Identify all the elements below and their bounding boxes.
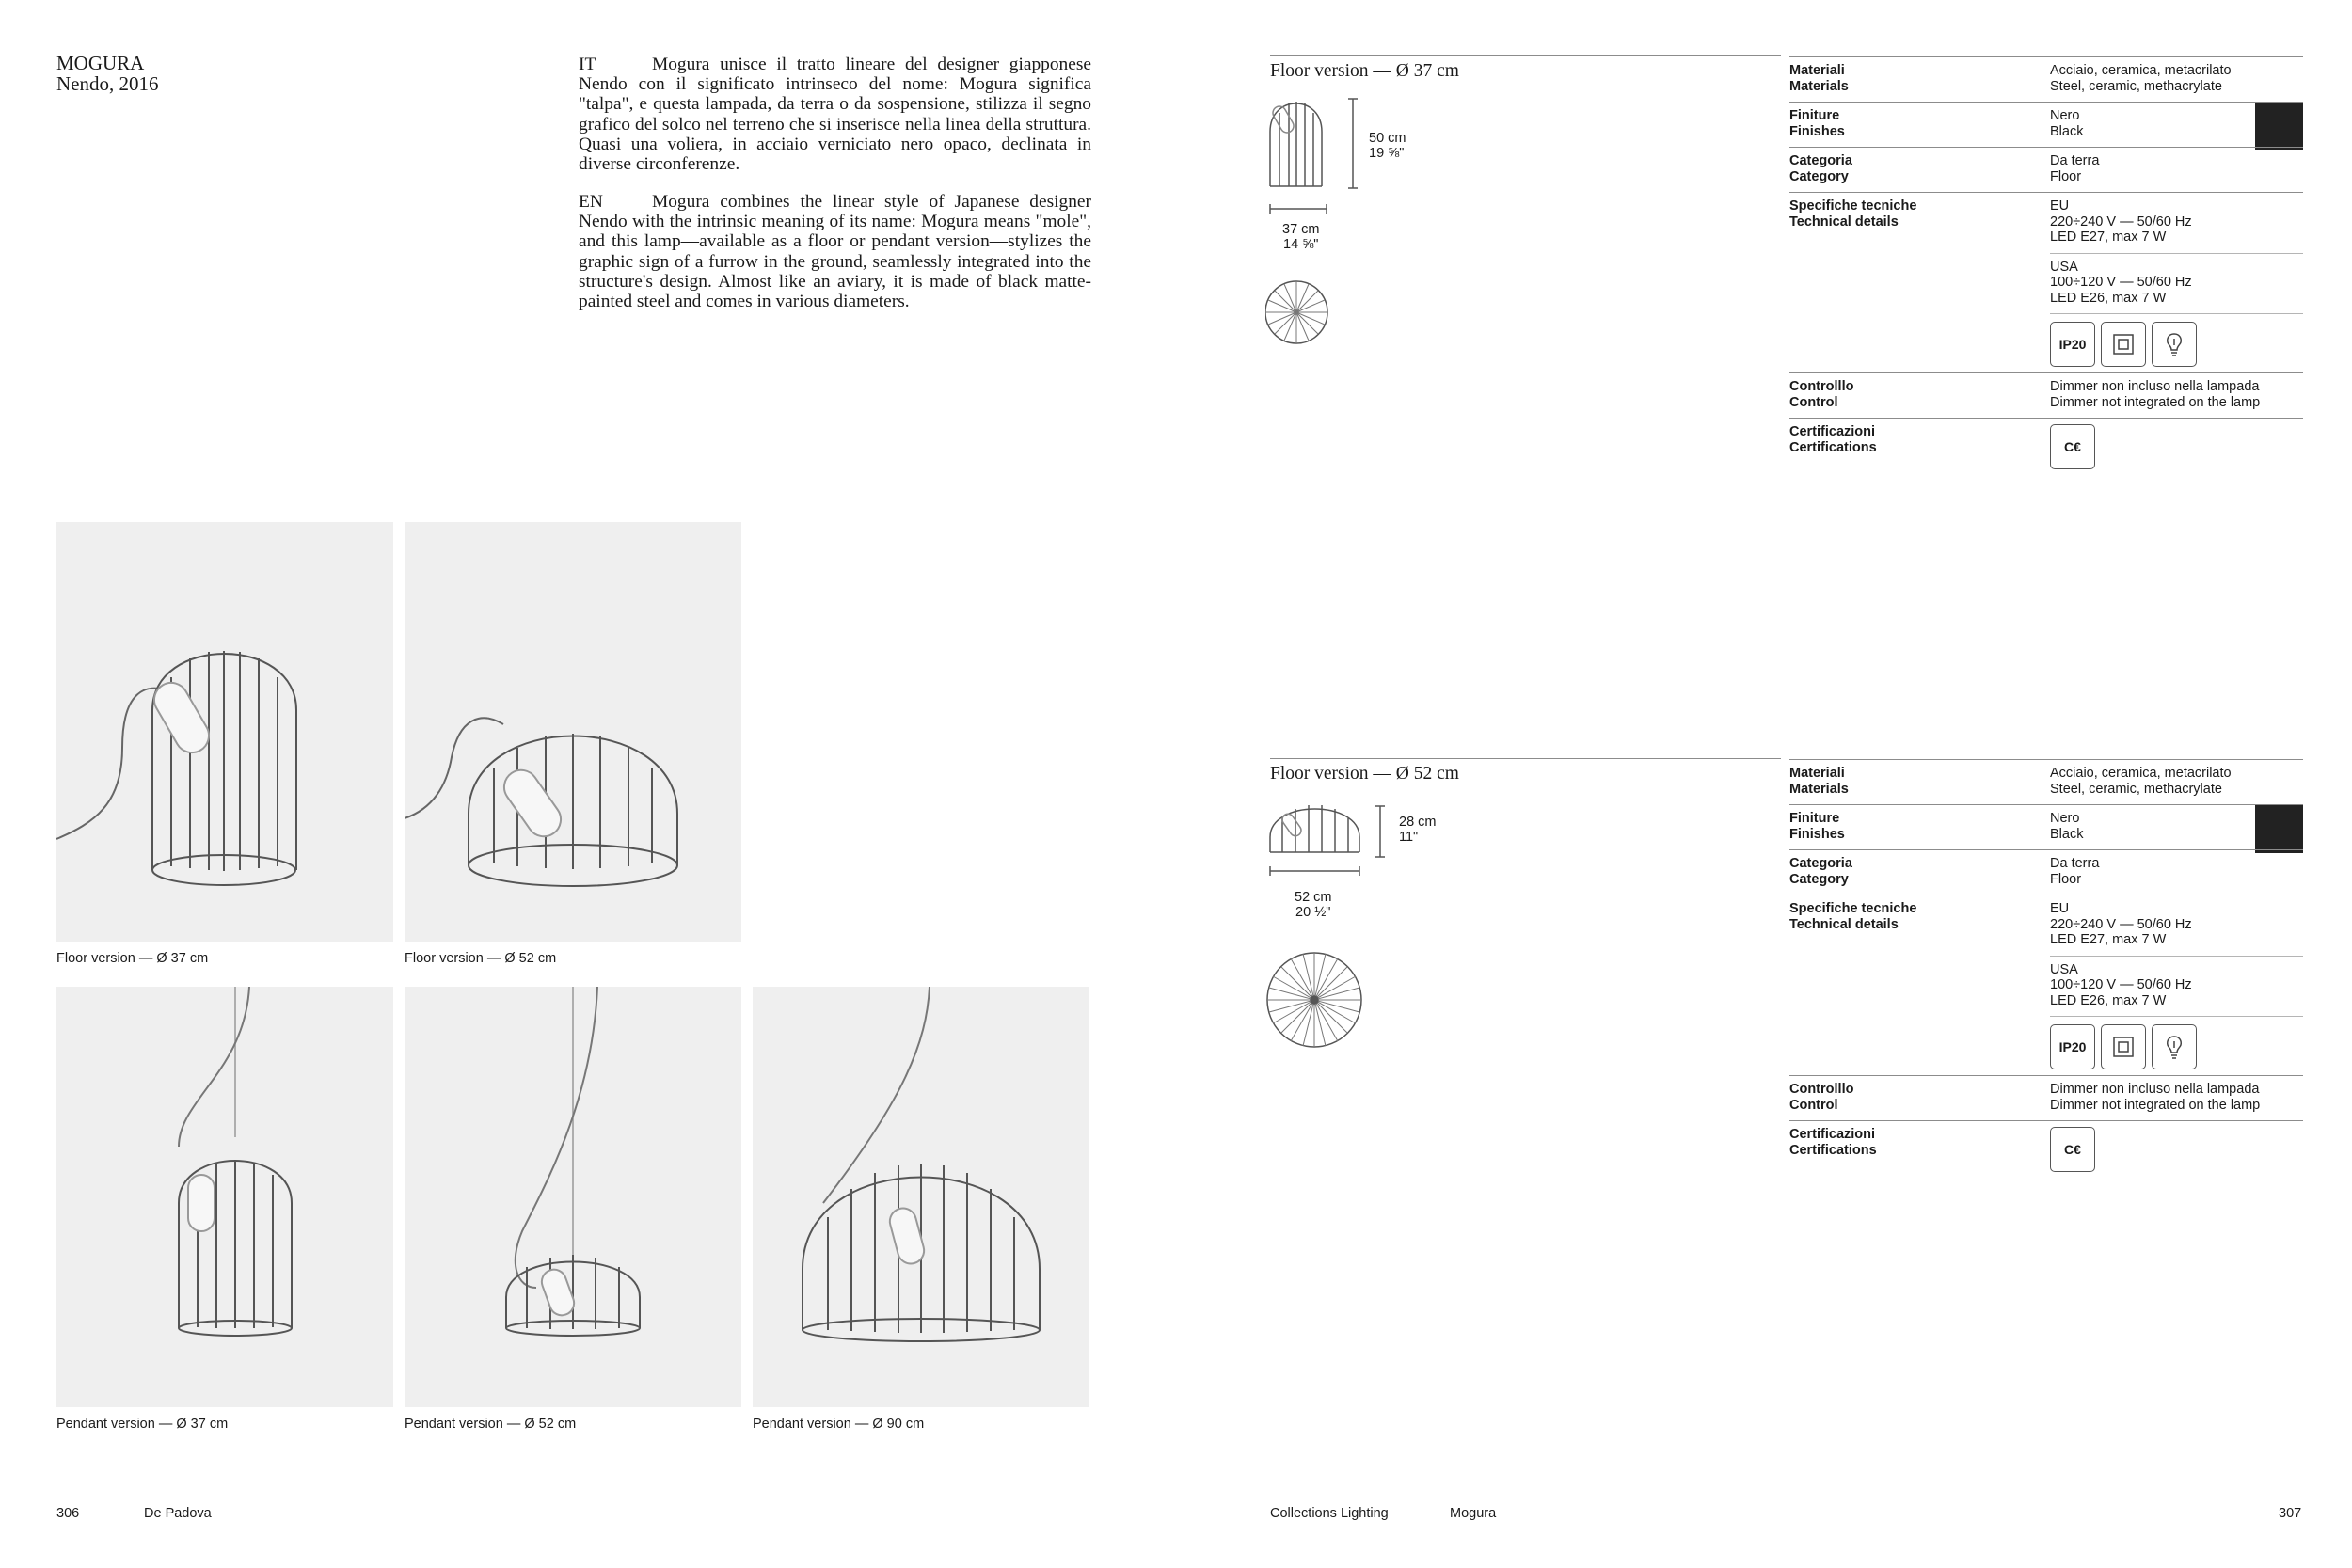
italian-text: Mogura unisce il tratto lineare del designer giapponese Nendo con il significato intrinseco del nome: Mogura significa "talpa", e questa lampada, da terra o da sospensione, stilizza il segno grafico del solco nel terreno che si inserisce nella linea della struttura. Quasi una voliera, in acciaio verniciato nero opaco, declinata in diverse circonferenze. [579, 55, 1091, 175]
width-cm: 37 cm [1282, 222, 1320, 237]
finish-color-swatch [2255, 103, 2303, 150]
height-dimension-52 [1399, 815, 1437, 845]
caption-pendant-52: Pendant version — Ø 52 cm [405, 1417, 577, 1432]
spec-row-control: Controlllo Control Dimmer non incluso nella lampada Dimmer not integrated on the lamp [1789, 1075, 2303, 1120]
photo-floor-37 [56, 522, 393, 942]
spec-row-icons [2050, 313, 2303, 372]
ce-mark-icon: C€ [2050, 1127, 2095, 1172]
english-text: Mogura combines the linear style of Japanese designer Nendo with the intrinsic meaning of its name: Mogura means "mole", and this lamp—available as a floor or pendant version—stylizes the graphic sign of a furrow in the ground, seamlessly integrated into the structure's design. Almost like an aviary, it is made of black matte-painted steel and comes in various diameters. [579, 192, 1091, 312]
spec-row-control: Controlllo Control Dimmer non incluso nella lampada Dimmer not integrated on the lamp [1789, 372, 2303, 418]
spec-row-materials: Materiali Materials Acciaio, ceramica, metacrilato Steel, ceramic, methacrylate [1789, 759, 2303, 804]
spec-row-usa: USA 100÷120 V — 50/60 Hz LED E26, max 7 W [2050, 956, 2303, 1017]
spec-row-finishes: Finiture Finishes Nero Black [1789, 804, 2303, 849]
spec-row-category: Categoria Category Da terra Floor [1789, 849, 2303, 895]
caption-pendant-90: Pendant version — Ø 90 cm [753, 1417, 925, 1432]
spec-row-certifications: Certificazioni Certifications C€ [1789, 418, 2303, 477]
width-dimension-37 [1282, 222, 1320, 252]
finish-color-swatch [2255, 805, 2303, 853]
lang-code-it: IT [579, 55, 596, 74]
caption-pendant-37: Pendant version — Ø 37 cm [56, 1417, 229, 1432]
bulb-icon [2152, 322, 2197, 367]
product-header [56, 53, 159, 94]
right-footer-product: Mogura [1450, 1506, 1497, 1521]
height-cm: 28 cm [1399, 815, 1437, 830]
height-cm: 50 cm [1369, 131, 1406, 146]
section-title-floor-37: Floor version — Ø 37 cm [1270, 55, 1781, 82]
spec-table-floor-52 [1789, 759, 2303, 1180]
bulb-icon [2152, 1024, 2197, 1069]
height-in: 11" [1399, 830, 1419, 845]
italian-description [579, 55, 1091, 174]
spec-row-icons [2050, 1016, 2303, 1075]
height-dimension-37 [1369, 131, 1406, 161]
spec-row-category: Categoria Category Da terra Floor [1789, 147, 2303, 192]
ip-rating-badge: IP20 [2050, 1024, 2095, 1069]
photo-pendant-52 [405, 987, 741, 1407]
spec-row-technical: Specifiche tecniche Technical details EU 220÷240 V — 50/60 Hz LED E27, max 7 W [1789, 895, 2303, 956]
height-in: 19 ⅝" [1369, 146, 1405, 161]
double-insulation-icon [2101, 1024, 2146, 1069]
height-dimension-line-52 [1375, 804, 1385, 861]
ce-mark-icon: C€ [2050, 424, 2095, 469]
technical-drawing-floor-52 [1265, 800, 1369, 1053]
spec-table-floor-37 [1789, 56, 2303, 477]
spec-row-finishes: Finiture Finishes Nero Black [1789, 102, 2303, 147]
technical-drawing-floor-37 [1265, 94, 1369, 348]
product-name: MOGURA [56, 52, 145, 74]
photo-pendant-37 [56, 987, 393, 1407]
caption-floor-52: Floor version — Ø 52 cm [405, 951, 557, 966]
english-description [579, 192, 1091, 311]
width-in: 20 ½" [1295, 905, 1331, 920]
photo-pendant-90 [753, 987, 1089, 1407]
right-footer-collection: Collections Lighting [1270, 1506, 1389, 1521]
spec-row-usa: USA 100÷120 V — 50/60 Hz LED E26, max 7 W [2050, 253, 2303, 314]
spec-row-technical: Specifiche tecniche Technical details EU 220÷240 V — 50/60 Hz LED E27, max 7 W [1789, 192, 2303, 253]
section-title-floor-52: Floor version — Ø 52 cm [1270, 758, 1781, 784]
spec-row-certifications: Certificazioni Certifications C€ [1789, 1120, 2303, 1180]
width-cm: 52 cm [1295, 890, 1332, 905]
double-insulation-icon [2101, 322, 2146, 367]
designer-year: Nendo, 2016 [56, 72, 159, 95]
photo-floor-52 [405, 522, 741, 942]
lang-code-en: EN [579, 192, 603, 212]
left-footer-brand: De Padova [144, 1506, 212, 1521]
left-page-number: 306 [56, 1506, 80, 1521]
caption-floor-37: Floor version — Ø 37 cm [56, 951, 209, 966]
width-in: 14 ⅝" [1283, 237, 1319, 252]
right-page-number: 307 [2279, 1506, 2302, 1521]
ip-rating-badge: IP20 [2050, 322, 2095, 367]
width-dimension-52 [1295, 890, 1332, 920]
spec-row-materials: Materiali Materials Acciaio, ceramica, metacrilato Steel, ceramic, methacrylate [1789, 56, 2303, 102]
